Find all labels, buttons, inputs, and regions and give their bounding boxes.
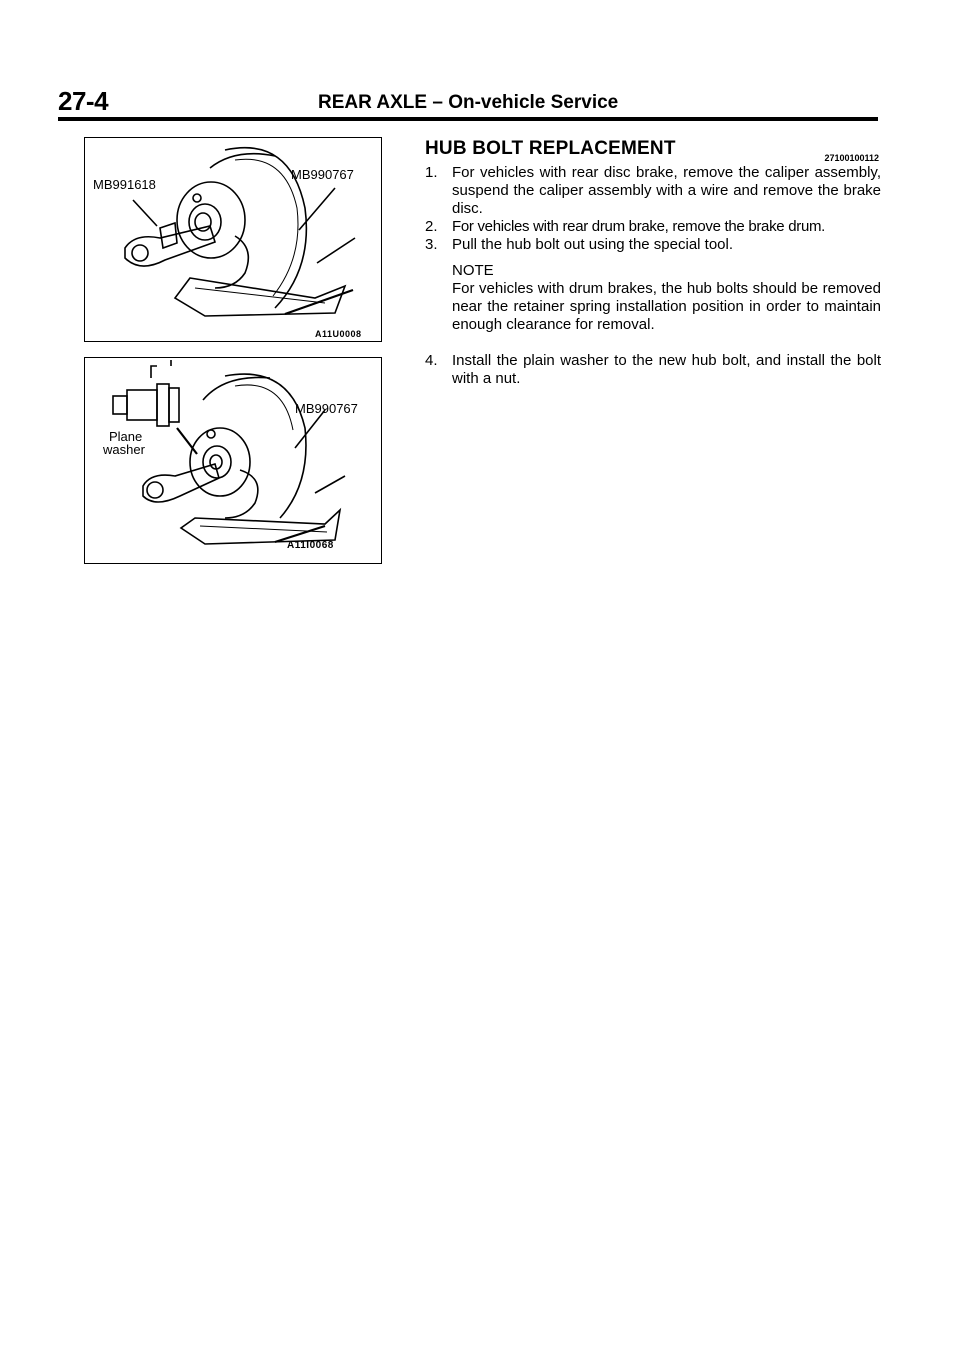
step-4 bbox=[425, 352, 881, 388]
section-title: REAR AXLE – On-vehicle Service bbox=[318, 92, 619, 113]
note-block bbox=[452, 262, 881, 334]
step-2 bbox=[425, 218, 881, 236]
procedure-title: HUB BOLT REPLACEMENT bbox=[425, 138, 676, 159]
step-number: 2. bbox=[425, 218, 438, 235]
note-heading: NOTE bbox=[452, 262, 494, 279]
hub-installation-illustration bbox=[85, 358, 381, 563]
step-1 bbox=[425, 164, 881, 218]
part-label-plane: Plane bbox=[109, 429, 143, 444]
step-number: 1. bbox=[425, 164, 438, 181]
step-3 bbox=[425, 236, 881, 254]
tool-label-mb990767: MB990767 bbox=[291, 167, 354, 182]
step-text: Install the plain washer to the new hub bolt, and install the bolt with a nut. bbox=[452, 352, 881, 387]
procedure-content bbox=[425, 140, 881, 388]
step-number: 3. bbox=[425, 236, 438, 253]
figure-hub-bolt-installation bbox=[84, 357, 382, 564]
tool-label-mb991618: MB991618 bbox=[93, 177, 156, 192]
procedure-code: 27100100112 bbox=[824, 153, 879, 163]
figure-hub-bolt-removal bbox=[84, 137, 382, 342]
note-text: For vehicles with drum brakes, the hub bolts should be removed near the retainer spring installation position in order to maintain enough clearance for removal. bbox=[452, 280, 881, 333]
step-text: For vehicles with rear drum brake, remove the brake drum. bbox=[452, 218, 826, 235]
page-number: 27-4 bbox=[58, 86, 109, 116]
part-label-washer: washer bbox=[103, 442, 145, 457]
step-text: For vehicles with rear disc brake, remove the caliper assembly, suspend the caliper assembly with a wire and remove the brake disc. bbox=[452, 164, 881, 217]
page-header bbox=[58, 80, 878, 122]
step-number: 4. bbox=[425, 352, 438, 369]
procedure-heading bbox=[425, 138, 881, 163]
tool-label-mb990767: MB990767 bbox=[295, 401, 358, 416]
figure-code: A11I0068 bbox=[287, 540, 334, 551]
step-text: Pull the hub bolt out using the special tool. bbox=[452, 236, 734, 253]
figure-code: A11U0008 bbox=[315, 329, 362, 339]
header-rule bbox=[58, 117, 878, 121]
